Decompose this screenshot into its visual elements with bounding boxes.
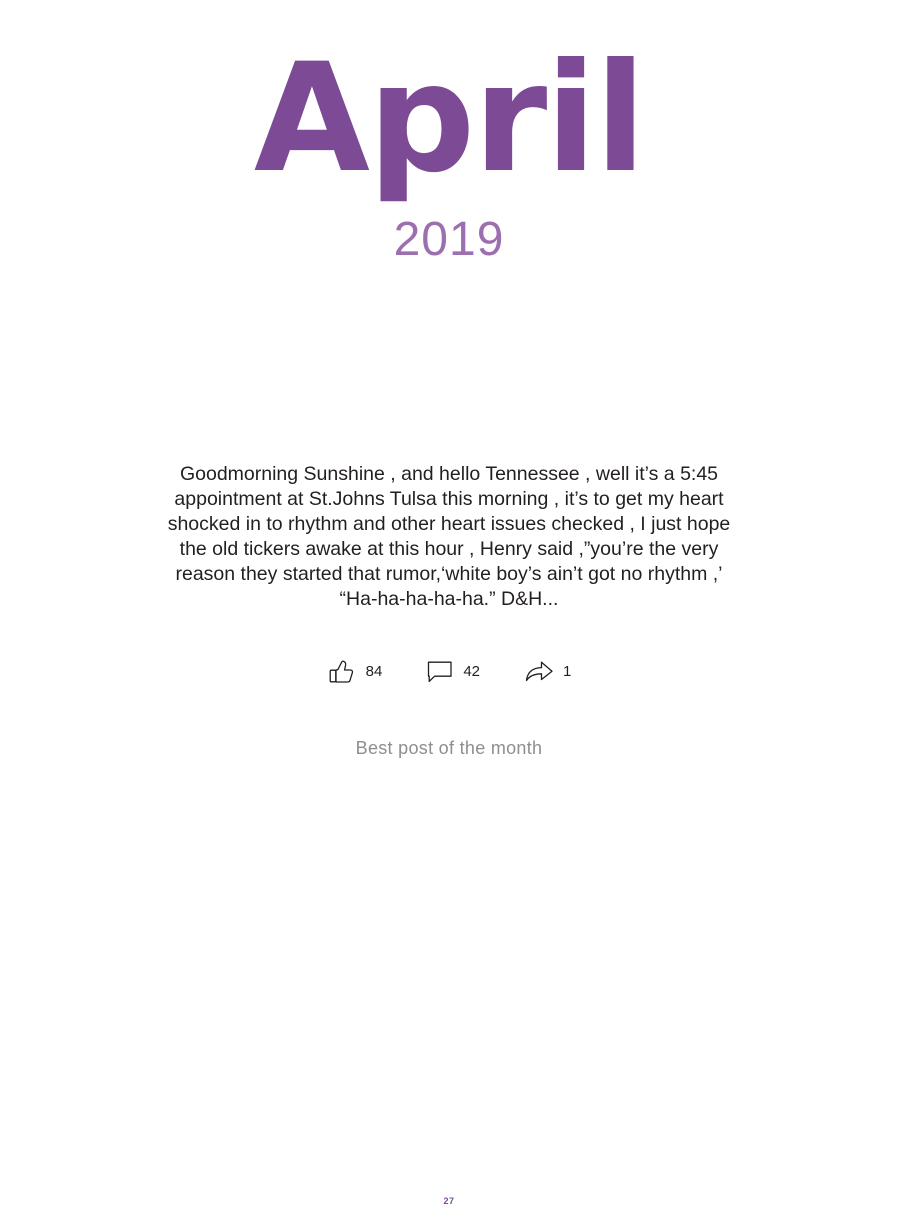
comment-count: 42 xyxy=(463,663,481,681)
post-block xyxy=(159,462,739,759)
share-arrow-icon xyxy=(524,659,554,685)
comment-icon xyxy=(426,659,454,685)
reaction-comment[interactable] xyxy=(426,659,480,685)
share-count: 1 xyxy=(563,663,572,681)
reaction-share[interactable] xyxy=(524,659,571,685)
thumbs-up-icon xyxy=(327,658,357,686)
post-caption: Best post of the month xyxy=(355,737,543,758)
reaction-bar xyxy=(159,658,739,686)
page-title-month: April xyxy=(253,32,645,206)
like-count: 84 xyxy=(365,663,383,681)
page-subtitle-year: 2019 xyxy=(393,213,505,266)
reaction-like[interactable] xyxy=(327,658,383,686)
post-text: Goodmorning Sunshine , and hello Tennessee , well it’s a 5:45 appointment at St.Johns Tulsa this morning , it’s to get my heart shocked in to rhythm and other heart issues checked , I just hope the old tickers awake at this hour , Henry said ,”you’re the very reason they started that rumor,‘white boy’s ain’t got no rhythm ,’ “Ha-ha-ha-ha-ha.” D&H... xyxy=(167,463,731,610)
page-number: 27 xyxy=(443,1196,455,1206)
